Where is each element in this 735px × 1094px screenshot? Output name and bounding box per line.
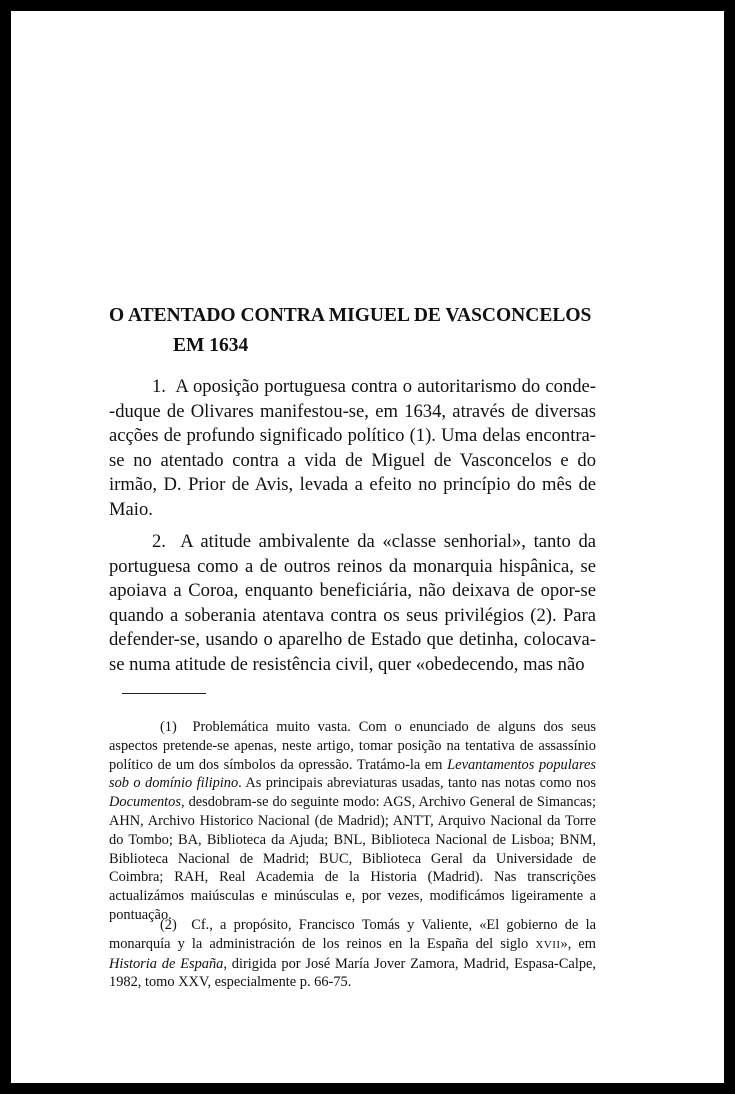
footnote-1-marker: (1) (160, 719, 177, 735)
footnote-divider (122, 693, 206, 694)
footnote-1-text-c: , desdobram-se do seguinte modo: AGS, Archivo General de Simancas; AHN, Archivo Historico Nacional (de Madrid); ANTT, Arquivo Nacional da Torre do Tombo; BA, Biblioteca da Ajuda; BNL, Biblioteca Nacional de Lisboa; BNM, Biblioteca Nacional de Madrid; BUC, Biblioteca Geral da Universidade de Coimbra; RAH, Real Academia de la Historia (Madrid). Nas transcrições actualizámos maiúsculas e minúsculas e, por vezes, modificámos ligeiramente a pontuação. (109, 794, 596, 923)
footnote-2-italic-title: Historia de España (109, 955, 224, 972)
footnote-2-text-a: Cf., a propósito, Francisco Tomás y Valiente, «El gobierno de la monarquía y la administración de los reinos en la España del siglo (109, 917, 596, 952)
footnote-1 (109, 718, 596, 925)
footnote-1-italic-documentos: Documentos (109, 794, 181, 811)
paragraph-1 (109, 375, 596, 523)
footnote-2 (109, 916, 596, 992)
footnote-1-text-a: Problemática muito vasta. Com o enunciado de alguns dos seus aspectos pretende-se apenas, neste artigo, tomar posição na tentativa de assassínio político de um dos símbolos da opressão. Tratámo-la em (109, 719, 597, 773)
paragraph-1-number: 1. (152, 376, 166, 397)
article-title (109, 301, 629, 361)
paragraph-2-number: 2. (152, 531, 166, 552)
footnote-2-text-b: », em (560, 935, 596, 952)
article-title-line-2: EM 1634 (173, 335, 249, 356)
paragraph-2-text: A atitude ambivalente da «classe senhorial», tanto da portuguesa como a de outros reinos da monarquia hispânica, se apoiava a Coroa, enquanto beneficiária, não deixava de opor-se quando a soberania atentava contra os seus privilégios (2). Para defender-se, usando o aparelho de Estado que detinha, colocava-se numa atitude de resistência civil, quer «obedecendo, mas não (109, 531, 596, 675)
page (11, 11, 724, 1083)
paragraph-2 (109, 530, 596, 678)
paragraph-1-text: A oposição portuguesa contra o autoritarismo do conde--duque de Olivares manifestou-se, em 1634, através de diversas acções de profundo significado político (1). Uma delas encontra-se no atentado contra a vida de Miguel de Vasconcelos e do irmão, D. Prior de Avis, levada a efeito no princípio do mês de Maio. (109, 376, 596, 520)
footnote-1-text-b: . As principais abreviaturas usadas, tanto nas notas como nos (238, 775, 596, 792)
footnote-2-century: XVII (535, 938, 561, 951)
footnote-2-marker: (2) (160, 917, 177, 933)
article-title-line-1: O ATENTADO CONTRA MIGUEL DE VASCONCELOS (109, 305, 592, 326)
footnote-2-text-c: , dirigida por José María Jover Zamora, Madrid, Espasa-Calpe, 1982, tomo XXV, especialmente p. 66-75. (109, 955, 596, 991)
footnote-1-italic-title: Levantamentos populares sob o domínio filipino (109, 756, 596, 792)
